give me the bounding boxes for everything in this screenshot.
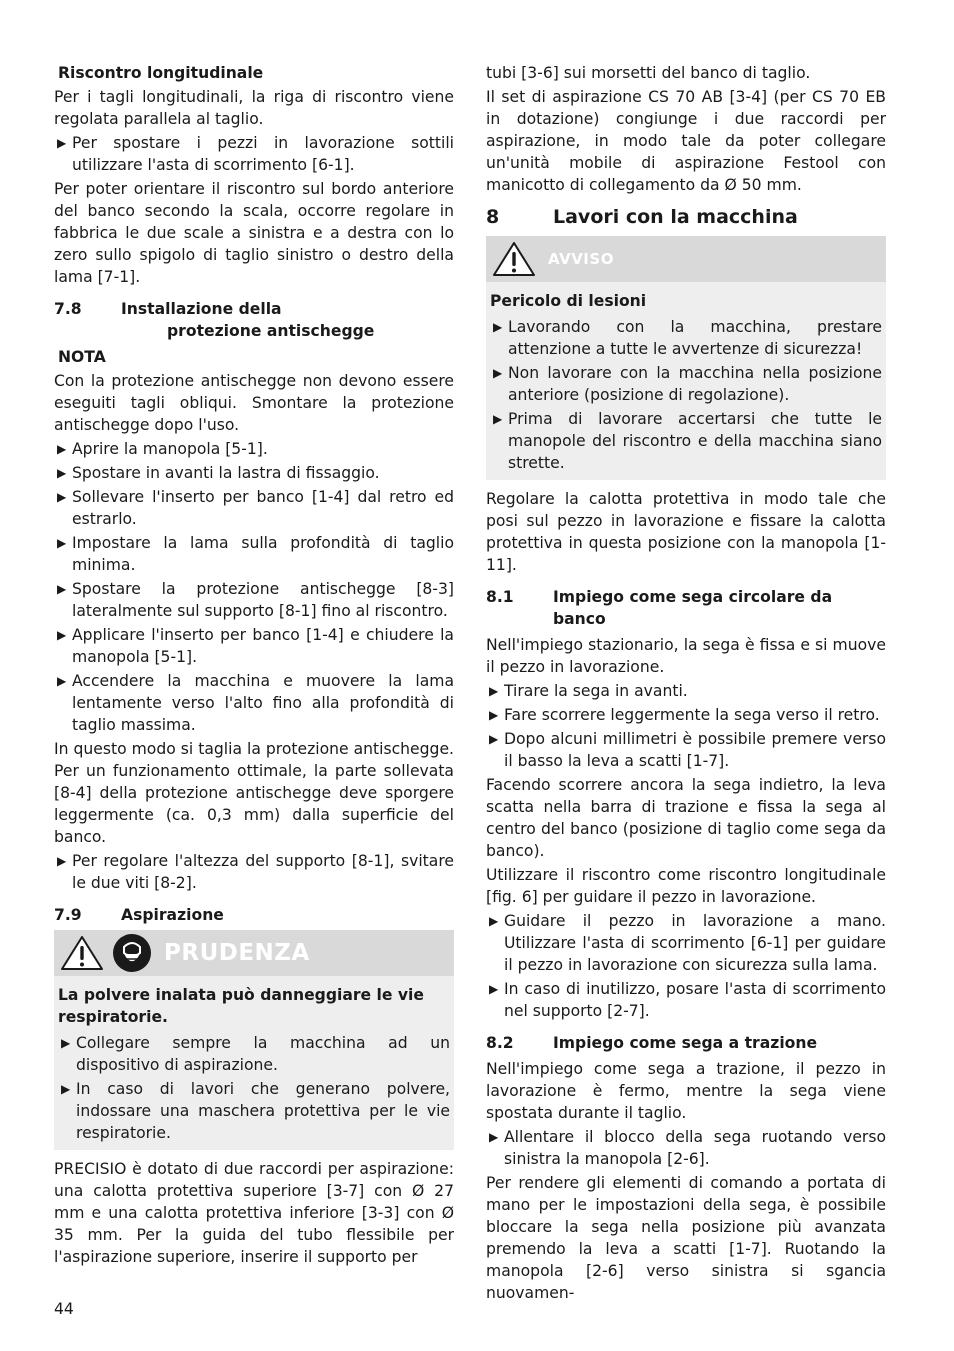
bullet-arrow-icon: ▶ xyxy=(493,412,503,426)
paragraph: PRECISIO è dotato di due raccordi per aspirazione: una calotta protettiva superiore [3-7] con Ø 27 mm e una calotta protettiva inferiore [3-3] con Ø 35 mm. Per la guida del tubo flessibile per l'aspirazione superiore, inserire il supporto per xyxy=(54,1160,454,1266)
list-item xyxy=(54,132,454,176)
bullet-arrow-icon: ▶ xyxy=(489,1130,499,1144)
list-item xyxy=(490,362,882,406)
list-item-text: Impostare la lama sulla profondità di taglio minima. xyxy=(72,534,454,574)
list-item xyxy=(54,624,454,668)
list-item xyxy=(486,1126,886,1170)
paragraph: Nell'impiego stazionario, la sega è fissa e si muove il pezzo in lavorazione. xyxy=(486,636,886,676)
bullet-list xyxy=(54,438,454,736)
paragraph: Per rendere gli elementi di comando a portata di mano per le impostazioni della sega, è possibile bloccare la sega nella posizione più avanzata premendo la leva a scatti [1-7]. Ruotando la manopola [2-6] verso sinistra si sgancia nuovamen- xyxy=(486,1174,886,1302)
paragraph: Per poter orientare il riscontro sul bordo anteriore del banco secondo la scala, occorre regolare in fabbrica le due scale a sinistra e a destra con lo zero sullo spigolo di taglio sinistro o destro della lama [7-1]. xyxy=(54,180,454,286)
section-title: Aspirazione xyxy=(121,906,224,924)
bullet-arrow-icon: ▶ xyxy=(57,628,67,642)
list-item-text: Lavorando con la macchina, prestare attenzione a tutte le avvertenze di sicurezza! xyxy=(508,318,882,358)
heading-riscontro: Riscontro longitudinale xyxy=(58,64,264,82)
bullet-list xyxy=(486,1126,886,1170)
list-item-text: Non lavorare con la macchina nella posizione anteriore (posizione di regolazione). xyxy=(508,364,882,404)
bullet-arrow-icon: ▶ xyxy=(57,490,67,504)
section-title: Installazione della protezione antischegge xyxy=(121,300,375,340)
list-item xyxy=(58,1078,450,1144)
bullet-list xyxy=(58,1032,450,1144)
bullet-arrow-icon: ▶ xyxy=(57,466,67,480)
bullet-list xyxy=(486,680,886,772)
nota-label: NOTA xyxy=(58,348,106,366)
prudenza-label: PRUDENZA xyxy=(164,940,310,966)
list-item-text: Applicare l'inserto per banco [1-4] e chiudere la manopola [5-1]. xyxy=(72,626,454,666)
right-column xyxy=(486,62,886,1306)
list-item xyxy=(486,728,886,772)
bullet-arrow-icon: ▶ xyxy=(57,582,67,596)
paragraph: Utilizzare il riscontro come riscontro longitudinale [fig. 6] per guidare il pezzo in lavorazione. xyxy=(486,866,886,906)
bullet-arrow-icon: ▶ xyxy=(493,366,503,380)
avviso-header xyxy=(486,236,886,282)
prudenza-title: La polvere inalata può danneggiare le vie respiratorie. xyxy=(58,986,424,1026)
prudenza-body xyxy=(54,976,454,1150)
bullet-arrow-icon: ▶ xyxy=(489,684,499,698)
list-item-text: Per spostare i pezzi in lavorazione sottili utilizzare l'asta di scorrimento [6-1]. xyxy=(72,134,454,174)
list-item xyxy=(486,910,886,976)
list-item xyxy=(54,532,454,576)
bullet-arrow-icon: ▶ xyxy=(57,536,67,550)
paragraph: In questo modo si taglia la protezione antischegge. Per un funzionamento ottimale, la parte sollevata [8-4] della protezione antischegge deve sporgere leggermente (ca. 0,3 mm) dalla superficie del banco. xyxy=(54,740,454,846)
bullet-arrow-icon: ▶ xyxy=(61,1082,71,1096)
list-item-text: Sollevare l'inserto per banco [1-4] dal retro ed estrarlo. xyxy=(72,488,454,528)
list-item xyxy=(490,316,882,360)
list-item-text: Guidare il pezzo in lavorazione a mano. Utilizzare l'asta di scorrimento [6-1] per guidare il pezzo in lavorazione con sicurezza sulla lama. xyxy=(504,912,886,974)
section-heading-8-1 xyxy=(486,586,886,630)
list-item-text: Collegare sempre la macchina ad un dispositivo di aspirazione. xyxy=(76,1034,450,1074)
section-heading-8-2 xyxy=(486,1032,886,1054)
bullet-arrow-icon: ▶ xyxy=(489,914,499,928)
bullet-arrow-icon: ▶ xyxy=(489,732,499,746)
list-item-text: Tirare la sega in avanti. xyxy=(504,682,688,700)
list-item xyxy=(54,670,454,736)
list-item-text: Accendere la macchina e muovere la lama lentamente verso l'alto fino alla profondità di taglio massima. xyxy=(72,672,454,734)
bullet-arrow-icon: ▶ xyxy=(489,982,499,996)
page-number: 44 xyxy=(54,1300,74,1318)
bullet-arrow-icon: ▶ xyxy=(61,1036,71,1050)
list-item xyxy=(54,438,454,460)
paragraph: Il set di aspirazione CS 70 AB [3-4] (per CS 70 EB in dotazione) congiunge i due raccordi per aspirazione, in modo tale da poter collegare un'unità mobile di aspirazione Festool con manicotto di collegamento da Ø 50 mm. xyxy=(486,88,886,194)
list-item-text: Allentare il blocco della sega ruotando verso sinistra la manopola [2-6]. xyxy=(504,1128,886,1168)
paragraph: Regolare la calotta protettiva in modo tale che posi sul pezzo in lavorazione e fissare la calotta protettiva in questa posizione con la manopola [1-11]. xyxy=(486,490,886,574)
section-number: 7.8 xyxy=(54,300,82,318)
bullet-arrow-icon: ▶ xyxy=(57,442,67,456)
section-heading-7-8 xyxy=(54,298,454,342)
section-heading-8 xyxy=(486,206,886,228)
bullet-arrow-icon: ▶ xyxy=(57,136,67,150)
section-title: Lavori con la macchina xyxy=(553,206,798,228)
avviso-box xyxy=(486,236,886,480)
paragraph: Con la protezione antischegge non devono essere eseguiti tagli obliqui. Smontare la protezione antischegge dopo l'uso. xyxy=(54,372,454,434)
list-item-text: Spostare in avanti la lastra di fissaggio. xyxy=(72,464,380,482)
list-item-text: Aprire la manopola [5-1]. xyxy=(72,440,268,458)
list-item-text: Dopo alcuni millimetri è possibile premere verso il basso la leva a scatti [1-7]. xyxy=(504,730,886,770)
section-number: 7.9 xyxy=(54,906,82,924)
section-number: 8.1 xyxy=(486,588,514,606)
section-title: Impiego come sega circolare da banco xyxy=(553,588,833,628)
list-item xyxy=(490,408,882,474)
section-heading-7-9 xyxy=(54,904,454,926)
list-item xyxy=(486,978,886,1022)
list-item xyxy=(58,1032,450,1076)
bullet-arrow-icon: ▶ xyxy=(57,854,67,868)
list-item xyxy=(54,462,454,484)
bullet-list xyxy=(486,910,886,1022)
list-item-text: Per regolare l'altezza del supporto [8-1], svitare le due viti [8-2]. xyxy=(72,852,454,892)
bullet-arrow-icon: ▶ xyxy=(493,320,503,334)
bullet-arrow-icon: ▶ xyxy=(489,708,499,722)
bullet-arrow-icon: ▶ xyxy=(57,674,67,688)
warning-triangle-icon xyxy=(60,935,104,971)
list-item xyxy=(486,704,886,726)
paragraph: Per i tagli longitudinali, la riga di riscontro viene regolata parallela al taglio. xyxy=(54,88,454,128)
list-item-text: Prima di lavorare accertarsi che tutte le manopole del riscontro e della macchina siano strette. xyxy=(508,410,882,472)
list-item-text: Spostare la protezione antischegge [8-3] lateralmente sul supporto [8-1] fino al riscontro. xyxy=(72,580,454,620)
prudenza-header xyxy=(54,930,454,976)
left-column xyxy=(54,62,454,1270)
list-item xyxy=(54,486,454,530)
list-item xyxy=(486,680,886,702)
paragraph: Nell'impiego come sega a trazione, il pezzo in lavorazione è fermo, mentre la sega viene spostata durante il taglio. xyxy=(486,1060,886,1122)
section-number: 8.2 xyxy=(486,1034,514,1052)
avviso-label: AVVISO xyxy=(548,250,614,268)
list-item-text: In caso di inutilizzo, posare l'asta di scorrimento nel supporto [2-7]. xyxy=(504,980,886,1020)
bullet-list xyxy=(54,132,454,176)
prudenza-box xyxy=(54,930,454,1150)
section-title: Impiego come sega a trazione xyxy=(553,1034,818,1052)
bullet-list xyxy=(54,850,454,894)
warning-triangle-icon xyxy=(492,241,536,277)
section-number: 8 xyxy=(486,206,500,228)
list-item xyxy=(54,850,454,894)
paragraph: tubi [3-6] sui morsetti del banco di taglio. xyxy=(486,64,811,82)
list-item xyxy=(54,578,454,622)
paragraph: Facendo scorrere ancora la sega indietro, la leva scatta nella barra di trazione e fissa la sega al centro del banco (posizione di taglio come sega da banco). xyxy=(486,776,886,860)
avviso-body xyxy=(486,282,886,480)
avviso-title: Pericolo di lesioni xyxy=(490,292,647,310)
list-item-text: In caso di lavori che generano polvere, indossare una maschera protettiva per le vie respiratorie. xyxy=(76,1080,450,1142)
respirator-mask-icon xyxy=(112,933,152,973)
bullet-list xyxy=(490,316,882,474)
list-item-text: Fare scorrere leggermente la sega verso il retro. xyxy=(504,706,880,724)
